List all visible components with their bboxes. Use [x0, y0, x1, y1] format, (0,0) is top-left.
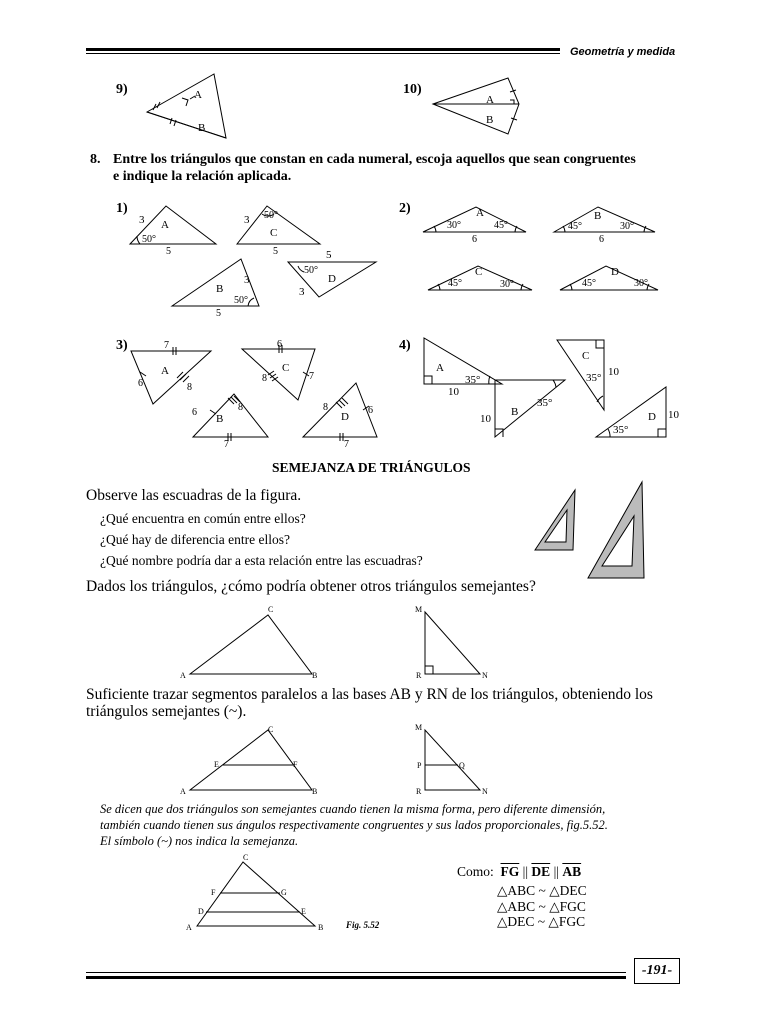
- pt-r2: R: [416, 787, 422, 796]
- g4-d-s: 10: [668, 409, 679, 421]
- g2-c-a2: 30°: [500, 279, 514, 290]
- g1-a-s2: 5: [166, 246, 171, 257]
- g3-c-name: C: [282, 362, 290, 374]
- escuadras-image: [535, 482, 644, 578]
- relation-3: △DEC ~ △FGC: [497, 914, 586, 929]
- relation-1: △ABC ~ △DEC: [497, 883, 587, 898]
- g2-c-name: C: [475, 266, 483, 278]
- segment-de: $\overline{DE}$: [531, 864, 551, 879]
- g3-d-s1: 8: [323, 402, 328, 413]
- g1-b-ang: 50°: [234, 295, 248, 306]
- section-title: SEMEJANZA DE TRIÁNGULOS: [272, 460, 471, 475]
- pt-b1: B: [312, 671, 318, 680]
- segment-ab: $\overline{AB}$: [562, 864, 582, 879]
- g4-d-name: D: [648, 411, 656, 423]
- g1-c-name: C: [270, 227, 278, 239]
- g3-b-s3: 7: [224, 439, 229, 450]
- pt-e2: E: [214, 760, 219, 769]
- g4-b-name: B: [511, 406, 519, 418]
- g1-a-s1: 3: [139, 214, 145, 226]
- exercise-8-text-1: Entre los triángulos que constan en cada numeral, escoja aquellos que sean congruentes: [113, 152, 636, 167]
- group-1-number: 1): [116, 201, 128, 216]
- triangle-mrn-parallel: [425, 730, 480, 790]
- question-2: ¿Qué hay de diferencia entre ellos?: [100, 532, 291, 547]
- figure-caption: Fig. 5.52: [346, 920, 380, 930]
- g3-c-s1: 6: [277, 339, 282, 350]
- group-2-number: 2): [399, 201, 411, 216]
- g3-b-s1: 6: [192, 407, 197, 418]
- definition-line-1: Se dicen que dos triángulos son semejantes cuando tienen la misma forma, pero diferente dimensión,: [100, 802, 606, 816]
- pt-n2: N: [482, 787, 488, 796]
- question-1: ¿Qué encuentra en común entre ellos?: [100, 511, 306, 526]
- header-title: Geometría y medida: [570, 46, 676, 58]
- triangle-abc: [190, 615, 312, 674]
- pt-m1: M: [415, 605, 423, 614]
- g3-a-name: A: [161, 365, 169, 377]
- pt-a1: A: [180, 671, 186, 680]
- g4-c-s: 10: [608, 366, 619, 378]
- g2-b-s: 6: [599, 234, 604, 245]
- exercise-8-text-2: e indique la relación aplicada.: [113, 169, 292, 184]
- page-number: -191-: [634, 958, 680, 984]
- figure-10: [433, 78, 519, 134]
- g4-c-name: C: [582, 350, 590, 362]
- g3-d-s3: 7: [344, 439, 349, 450]
- g3-d-s2: 6: [368, 405, 373, 416]
- fig9-label-a: A: [194, 89, 202, 101]
- g1-d-s1: 5: [326, 249, 332, 261]
- g2-a-a1: 30°: [447, 220, 461, 231]
- triangle-mrn: [425, 612, 480, 674]
- fig10-label-b: B: [486, 114, 494, 126]
- pt-r1: R: [416, 671, 422, 680]
- pt-q2: Q: [459, 761, 465, 770]
- g2-a-a2: 45°: [494, 220, 508, 231]
- pt-p2: P: [417, 761, 422, 770]
- pt-g3: G: [281, 888, 287, 897]
- g2-c-a1: 45°: [448, 278, 462, 289]
- pt-e3: E: [301, 907, 306, 916]
- fig10-label-a: A: [486, 94, 494, 106]
- g3-d-name: D: [341, 411, 349, 423]
- g1-d-ang: 50°: [304, 265, 318, 276]
- g1-c-s2: 5: [273, 246, 278, 257]
- g3-triangles: [131, 345, 377, 441]
- pt-c3: C: [243, 853, 249, 862]
- exercise-8-number: 8.: [90, 152, 101, 167]
- pt-d3: D: [198, 907, 204, 916]
- item-10-number: 10): [403, 82, 422, 97]
- g3-c-s2: 8: [262, 373, 267, 384]
- relation-2: △ABC ~ △FGC: [497, 899, 586, 914]
- parallel-symbol-1: ||: [522, 864, 529, 879]
- g1-d-name: D: [328, 273, 336, 285]
- g1-b-s2: 5: [216, 308, 221, 319]
- g3-a-s1: 7: [164, 340, 169, 351]
- g2-d-a1: 45°: [582, 278, 596, 289]
- pt-n1: N: [482, 671, 488, 680]
- group-4-number: 4): [399, 338, 411, 353]
- g4-a-s: 10: [448, 386, 459, 398]
- observe-text: Observe las escuadras de la figura.: [86, 487, 302, 504]
- suficiente-text-2: triángulos semejantes (~).: [86, 703, 247, 720]
- fig9-label-b: B: [198, 122, 206, 134]
- g1-a-ang: 50°: [142, 234, 156, 245]
- question-3: ¿Qué nombre podría dar a esta relación entre las escuadras?: [100, 553, 423, 568]
- group-3-number: 3): [116, 338, 128, 353]
- pt-a3: A: [186, 923, 192, 932]
- suficiente-text-1: Suficiente trazar segmentos paralelos a las bases AB y RN de los triángulos, obteniendo los: [86, 686, 653, 703]
- figure-9: [147, 74, 226, 138]
- pt-b2: B: [312, 787, 318, 796]
- como-label: Como:: [457, 864, 494, 879]
- g2-b-a1: 45°: [568, 221, 582, 232]
- g2-b-a2: 30°: [620, 221, 634, 232]
- g1-c-s1: 3: [244, 214, 250, 226]
- g4-b-ang: 35°: [537, 397, 553, 409]
- g1-a-name: A: [161, 219, 169, 231]
- definition-line-3: El símbolo (~) nos indica la semejanza.: [100, 834, 299, 848]
- pt-b3: B: [318, 923, 324, 932]
- g1-b-s1: 3: [244, 274, 250, 286]
- pt-f3: F: [211, 888, 216, 897]
- g2-d-a2: 30°: [634, 278, 648, 289]
- pt-c2: C: [268, 725, 274, 734]
- g4-a-name: A: [436, 362, 444, 374]
- g4-d-ang: 35°: [613, 424, 629, 436]
- item-9-number: 9): [116, 82, 128, 97]
- g3-b-s2: 8: [238, 402, 243, 413]
- g3-a-s2: 6: [138, 378, 143, 389]
- parallel-symbol-2: ||: [553, 864, 559, 879]
- footer-rule-thin: [86, 972, 626, 973]
- pt-a2: A: [180, 787, 186, 796]
- g4-a-ang: 35°: [465, 374, 481, 386]
- g4-triangles: [424, 338, 666, 437]
- g2-b-name: B: [594, 210, 602, 222]
- g1-d-s2: 3: [299, 286, 305, 298]
- pt-f2: F: [293, 760, 298, 769]
- g1-b-name: B: [216, 283, 224, 295]
- g4-b-s: 10: [480, 413, 491, 425]
- pt-c1: C: [268, 605, 274, 614]
- footer-rule: [86, 976, 626, 979]
- parallel-statement: [457, 864, 581, 880]
- pt-m2: M: [415, 723, 423, 732]
- segment-fg: $\overline{FG}$: [500, 864, 520, 879]
- g2-a-s: 6: [472, 234, 477, 245]
- g3-c-s3: 7: [309, 371, 314, 382]
- g2-a-name: A: [476, 207, 484, 219]
- dados-text: Dados los triángulos, ¿cómo podría obtener otros triángulos semejantes?: [86, 578, 536, 595]
- g4-c-ang: 35°: [586, 372, 602, 384]
- definition-line-2: también cuando tienen sus ángulos respectivamente congruentes y sus lados proporcionales, fig.5.52.: [100, 818, 608, 832]
- g1-c-ang: 50°: [264, 210, 278, 221]
- g2-d-name: D: [611, 266, 619, 278]
- g3-a-s3: 8: [187, 382, 192, 393]
- g3-b-name: B: [216, 413, 224, 425]
